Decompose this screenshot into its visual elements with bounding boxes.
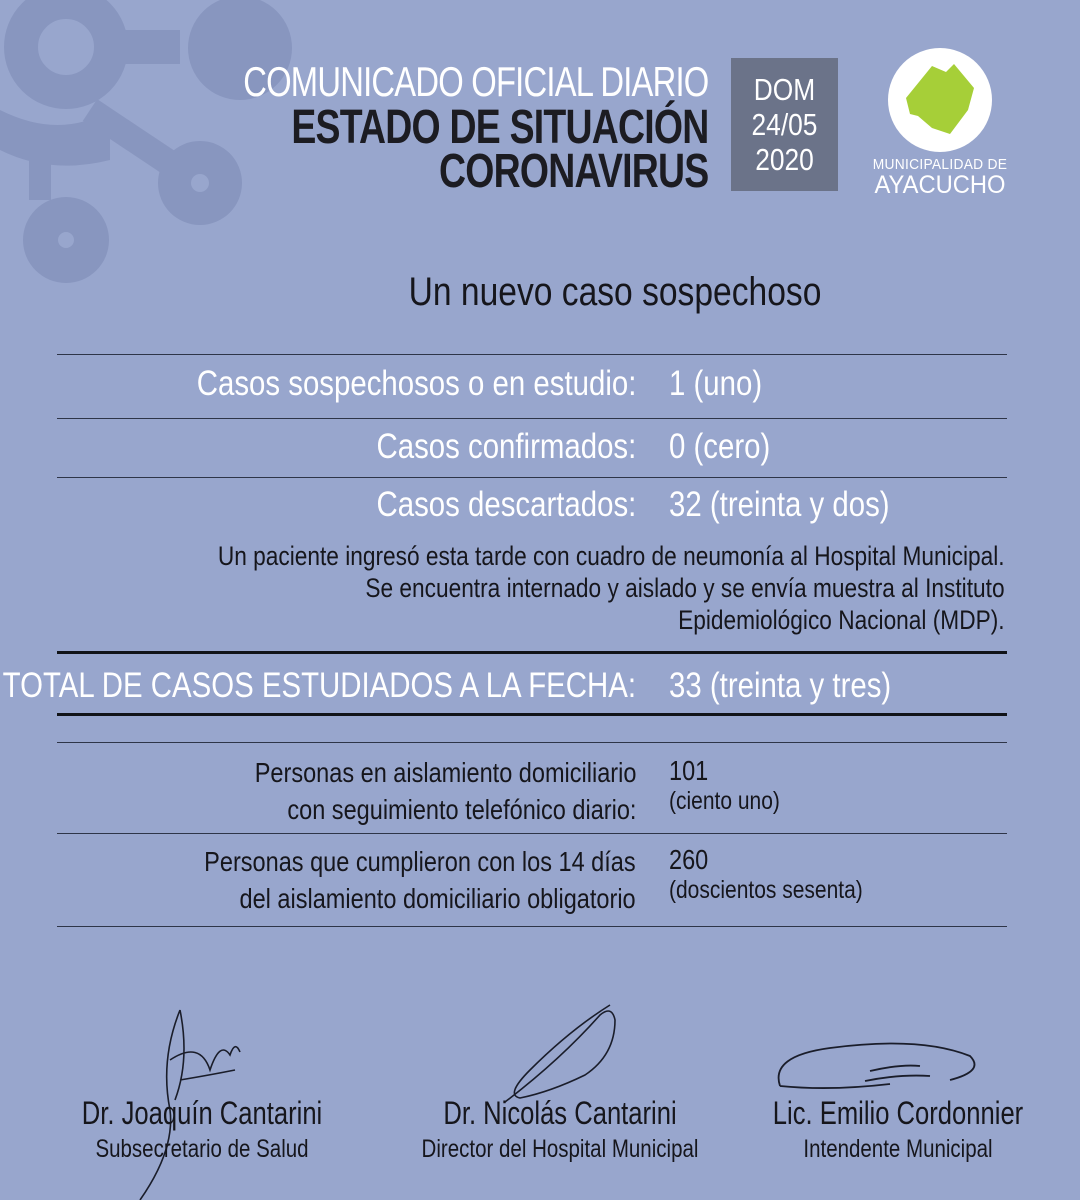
completed-isolation-value <box>669 845 863 905</box>
note-line: Un paciente ingresó esta tarde con cuadro de neumonía al Hospital Municipal. <box>218 541 1005 571</box>
completed-isolation-label-line2: del aislamiento domiciliario obligatorio <box>239 883 637 914</box>
signature-block-1 <box>22 1093 382 1165</box>
completed-isolation-label-line1: Personas que cumplieron con los 14 días <box>204 846 636 877</box>
home-isolation-label-line2: con seguimiento telefónico diario: <box>286 794 636 825</box>
logo-line2: AYACUCHO <box>874 171 1006 199</box>
date-box <box>731 58 838 191</box>
date-year: 2020 <box>755 142 814 177</box>
header-line-estado: ESTADO DE SITUACIÓN <box>290 101 708 154</box>
divider <box>57 833 1007 834</box>
header-line-comunicado: COMUNICADO OFICIAL DIARIO <box>242 58 708 105</box>
date-day: DOM <box>753 72 816 107</box>
suspected-cases-label: Casos sospechosos o en estudio: <box>196 364 636 403</box>
header-title-block <box>112 58 709 198</box>
signer-name: Dr. Nicolás Cantarini <box>443 1095 677 1131</box>
divider-thick <box>57 651 1007 654</box>
confirmed-cases-label: Casos confirmados: <box>376 427 636 466</box>
completed-isolation-words: (doscientos sesenta) <box>669 876 863 904</box>
home-isolation-value <box>669 756 780 816</box>
signature-scribble-3 <box>770 1036 985 1096</box>
home-isolation-label <box>254 754 636 828</box>
divider <box>57 926 1007 927</box>
divider <box>57 418 1007 419</box>
signer-name: Dr. Joaquín Cantarini <box>81 1095 323 1131</box>
signature-block-2 <box>380 1093 740 1165</box>
home-isolation-label-line1: Personas en aislamiento domiciliario <box>254 757 636 788</box>
divider <box>57 742 1007 743</box>
divider <box>57 477 1007 478</box>
discarded-cases-value: 32 (treinta y dos) <box>669 485 890 524</box>
ayacucho-map-icon <box>888 48 992 152</box>
completed-isolation-number: 260 <box>669 844 709 875</box>
divider <box>57 354 1007 355</box>
suspected-cases-value: 1 (uno) <box>669 364 763 403</box>
date-daymonth: 24/05 <box>751 107 818 142</box>
logo-circle <box>888 48 992 152</box>
signer-role: Intendente Municipal <box>803 1135 993 1163</box>
discarded-cases-label: Casos descartados: <box>376 485 636 524</box>
signer-role: Subsecretario de Salud <box>95 1135 309 1163</box>
completed-isolation-label <box>205 843 636 917</box>
total-cases-label: TOTAL DE CASOS ESTUDIADOS A LA FECHA: <box>2 666 636 705</box>
signer-name: Lic. Emilio Cordonnier <box>772 1095 1024 1131</box>
headline: Un nuevo caso sospechoso <box>408 270 822 314</box>
home-isolation-number: 101 <box>669 755 709 786</box>
note-line: Epidemiológico Nacional (MDP). <box>678 605 1005 635</box>
logo-line1: MUNICIPALIDAD DE <box>872 156 1008 173</box>
total-cases-value: 33 (treinta y tres) <box>669 666 892 705</box>
header-line-coronavirus: CORONAVIRUS <box>438 145 708 198</box>
divider-thick <box>57 713 1007 716</box>
signer-role: Director del Hospital Municipal <box>421 1135 699 1163</box>
municipality-logo <box>860 48 1020 197</box>
patient-note <box>218 540 1005 636</box>
home-isolation-words: (ciento uno) <box>669 787 780 815</box>
signature-block-3 <box>718 1093 1078 1165</box>
note-line: Se encuentra internado y aislado y se envía muestra al Instituto <box>365 573 1005 603</box>
confirmed-cases-value: 0 (cero) <box>669 427 771 466</box>
